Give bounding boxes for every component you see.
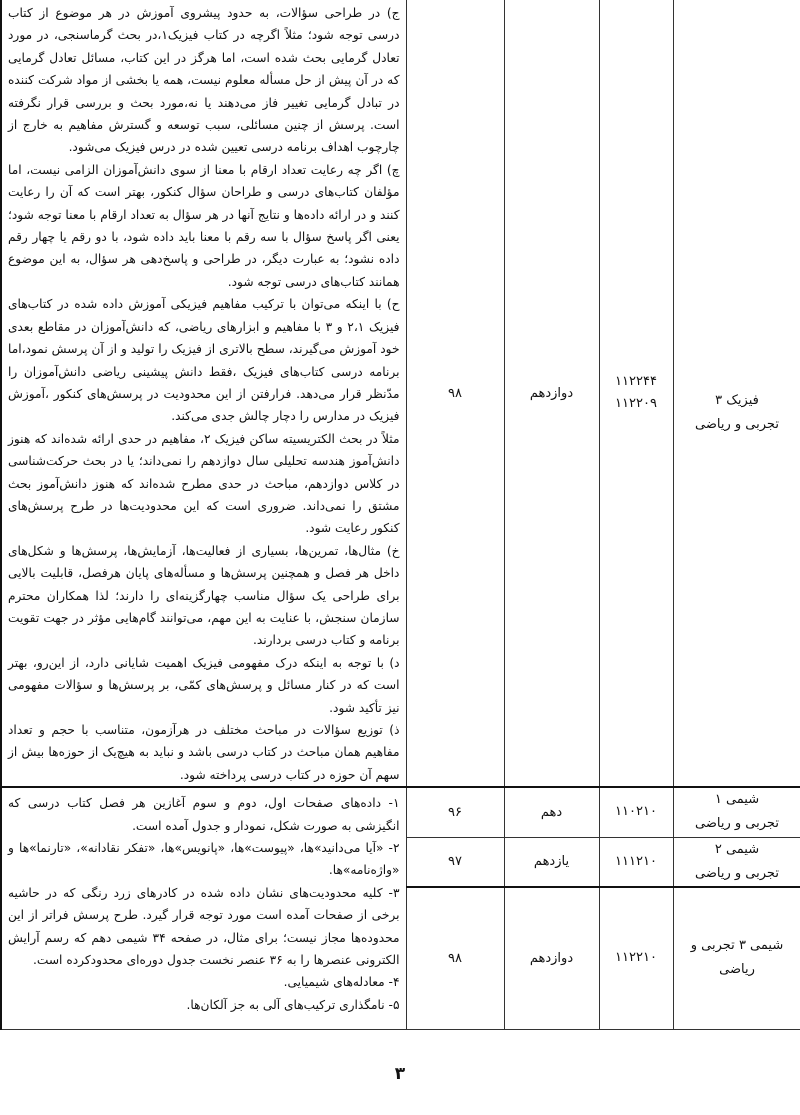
subject-cell	[673, 837, 800, 887]
note-paragraph: ح) با اینکه می‌توان با ترکیب مفاهیم فیزیکی آموزش داده شده در کتاب‌های فیزیک ۲،۱ و ۳ با مفاهیم و ابزارهای ریاضی، که دانش‌آموزان در مقاطع بعدی خود آموزش می‌گیرند، سطح بالاتری از فیزیک را تولید و از آن پرسش نمود،اما برنامه درسی کتاب‌های فیزیک ،فقط دانش پیشینی ریاضی دانش‌آموزان را مدّنظر قرار می‌دهد. فرارفتن از این محدودیت در پرسش‌های کنکور ،آموزش فیزیک در مدارس را دچار چالش جدی می‌کند.	[8, 297, 400, 424]
subject-track: تجربی و ریاضی	[695, 417, 779, 433]
subject-cell	[673, 887, 800, 1029]
book-code: ۱۱۱۲۱۰	[615, 853, 657, 869]
table-row-physics-3	[1, 0, 800, 787]
book-code-cell	[599, 837, 673, 887]
subject-track: ریاضی	[719, 962, 755, 978]
book-code-cell	[599, 787, 673, 837]
year-cell: ۹۶	[406, 787, 504, 837]
year-cell: ۹۸	[406, 0, 504, 787]
note-paragraph: خ) مثال‌ها، تمرین‌ها، بسیاری از فعالیت‌ها، آزمایش‌ها، پرسش‌ها و شکل‌های داخل هر فصل و همچنین پرسش‌ها و مسأله‌های پایان هرفصل، قابلیت بالایی برای طراحی یک سؤال مناسب چهارگزینه‌ای را دارند؛ لذا همکاران محترم سازمان سنجش، با عنایت به این مهم، می‌توانند گام‌هایی مؤثر در جهت تقویت برنامه و کتاب درسی بردارند.	[8, 543, 400, 648]
grade-cell: دوازدهم	[504, 887, 599, 1029]
subject-track: تجربی و ریاضی	[695, 865, 779, 881]
book-code: ۱۱۲۲۴۴	[615, 374, 657, 390]
subject-cell	[673, 787, 800, 837]
note-item: ۲- «آیا می‌دانید»ها، «پیوست»ها، «پانویس»ها، «تفکر نقادانه»، «تارنما»ها و «واژه‌نامه»ها.	[8, 841, 400, 878]
subject-name: فیزیک ۳	[715, 393, 759, 409]
note-paragraph: مثلاً در بحث الکتریسیته ساکن فیزیک ۲، مفاهیم در حدی ارائه شده‌اند که هنوز دانش‌آموز هندسه تحلیلی سال دوازدهم را نمی‌داند؛ یا در بحث حرکت‌شناسی در کلاس دوازدهم، مباحث در حدی مطرح شده‌اند که هنوز دانش‌آموز بحث مشتق را نمی‌داند. ضروری است که این محدودیت‌ها در طرح پرسش‌های کنکور رعایت شود.	[8, 431, 400, 536]
subject-name: شیمی ۳ تجربی و	[690, 938, 784, 954]
chemistry-notes-cell	[1, 787, 406, 1029]
subject-name: شیمی ۲	[714, 841, 760, 857]
book-code-cell	[599, 0, 673, 787]
note-item: ۱- داده‌های صفحات اول، دوم و سوم آغازین هر فصل کتاب درسی که انگیزشی به صورت شکل، نمودار و جدول آمده است.	[8, 796, 400, 833]
book-code-cell	[599, 887, 673, 1029]
year-cell: ۹۷	[406, 837, 504, 887]
subject-name: شیمی ۱	[714, 792, 760, 808]
notes-cell	[1, 0, 406, 787]
note-paragraph: ج) در طراحی سؤالات، به حدود پیشروی آموزش در هر موضوع از کتاب درسی توجه شود؛ مثلاً اگرچه در کتاب فیزیک۱،در بحث گرماسنجی، در مورد تعادل گرمایی بحث شده است، اما هرگز در این کتاب، مسائل تعادل گرمایی که در آن پیش از حل مسأله معلوم نیست، همه یا بخشی از مواد شرکت کننده در تبادل گرمایی تغییر فاز می‌دهند یا نه،مورد بحث و بررسی قرار نگرفته است. پرسش از چنین مسائلی، سبب توسعه و گسترش مفاهیم به خارج از چارچوب اهداف برنامه درسی تعیین شده در درس فیزیک می‌شود.	[8, 6, 400, 155]
book-code: ۱۱۲۲۱۰	[615, 950, 657, 966]
note-item: ۳- کلیه محدودیت‌های نشان داده شده در کادرهای زرد رنگی که در حاشیه برخی از صفحات آمده است مورد توجه قرار گیرد. طرح پرسش فراتر از این محدوده‌ها مجاز نیست؛ برای مثال، در صفحه ۳۴ شیمی دهم که رسم آرایش الکترونی عنصرها را به ۳۶ عنصر نخست جدول دوره‌ای محدودکرده است.	[8, 885, 400, 968]
book-code: ۱۱۲۲۰۹	[615, 396, 657, 412]
note-paragraph: د) با توجه به اینکه درک مفهومی فیزیک اهمیت شایانی دارد، از این‌رو، بهتر است که در کنار مسائل و پرسش‌های کمّی، بر پرسش‌ها و سؤالات مفهومی نیز تأکید شود.	[8, 655, 400, 715]
subject-track: تجربی و ریاضی	[695, 816, 779, 832]
table-row-chemistry-1	[1, 787, 800, 837]
note-item: ۴- معادله‌های شیمیایی.	[283, 975, 400, 990]
grade-cell: یازدهم	[504, 837, 599, 887]
note-paragraph: ذ) توزیع سؤالات در مباحث مختلف در هرآزمون، متناسب با حجم و تعداد مفاهیم همان مباحث در کتاب درسی باشد و نباید به هیچ‌یک از حوزه‌ها بیش از سهم آن حوزه در کتاب درسی پرداخته شود.	[8, 723, 400, 782]
grade-cell: دوازدهم	[504, 0, 599, 787]
note-item: ۵- نامگذاری ترکیب‌های آلی به جز آلکان‌ها.	[186, 997, 400, 1012]
year-cell: ۹۸	[406, 887, 504, 1029]
page-number: ۳	[394, 1064, 406, 1084]
subject-cell	[673, 0, 800, 787]
grade-cell: دهم	[504, 787, 599, 837]
book-code: ۱۱۰۲۱۰	[615, 804, 657, 820]
note-paragraph: چ) اگر چه رعایت تعداد ارقام با معنا از سوی دانش‌آموزان الزامی نیست، اما مؤلفان کتاب‌های درسی و طراحان سؤال کنکور، بهتر است که آن را رعایت کنند و در ارائه داده‌ها و نتایج آنها در هر سؤال به تعداد ارقام با معنا توجه شود؛ یعنی اگر پاسخ سؤال با سه رقم با معنا باید داده شود، با دو رقم یا چهار رقم داده نشود؛ به عبارت دیگر، در طراحی و پاسخ‌دهی هر سؤال، به این موضوع همانند کتاب‌های درسی توجه شود.	[8, 162, 400, 289]
